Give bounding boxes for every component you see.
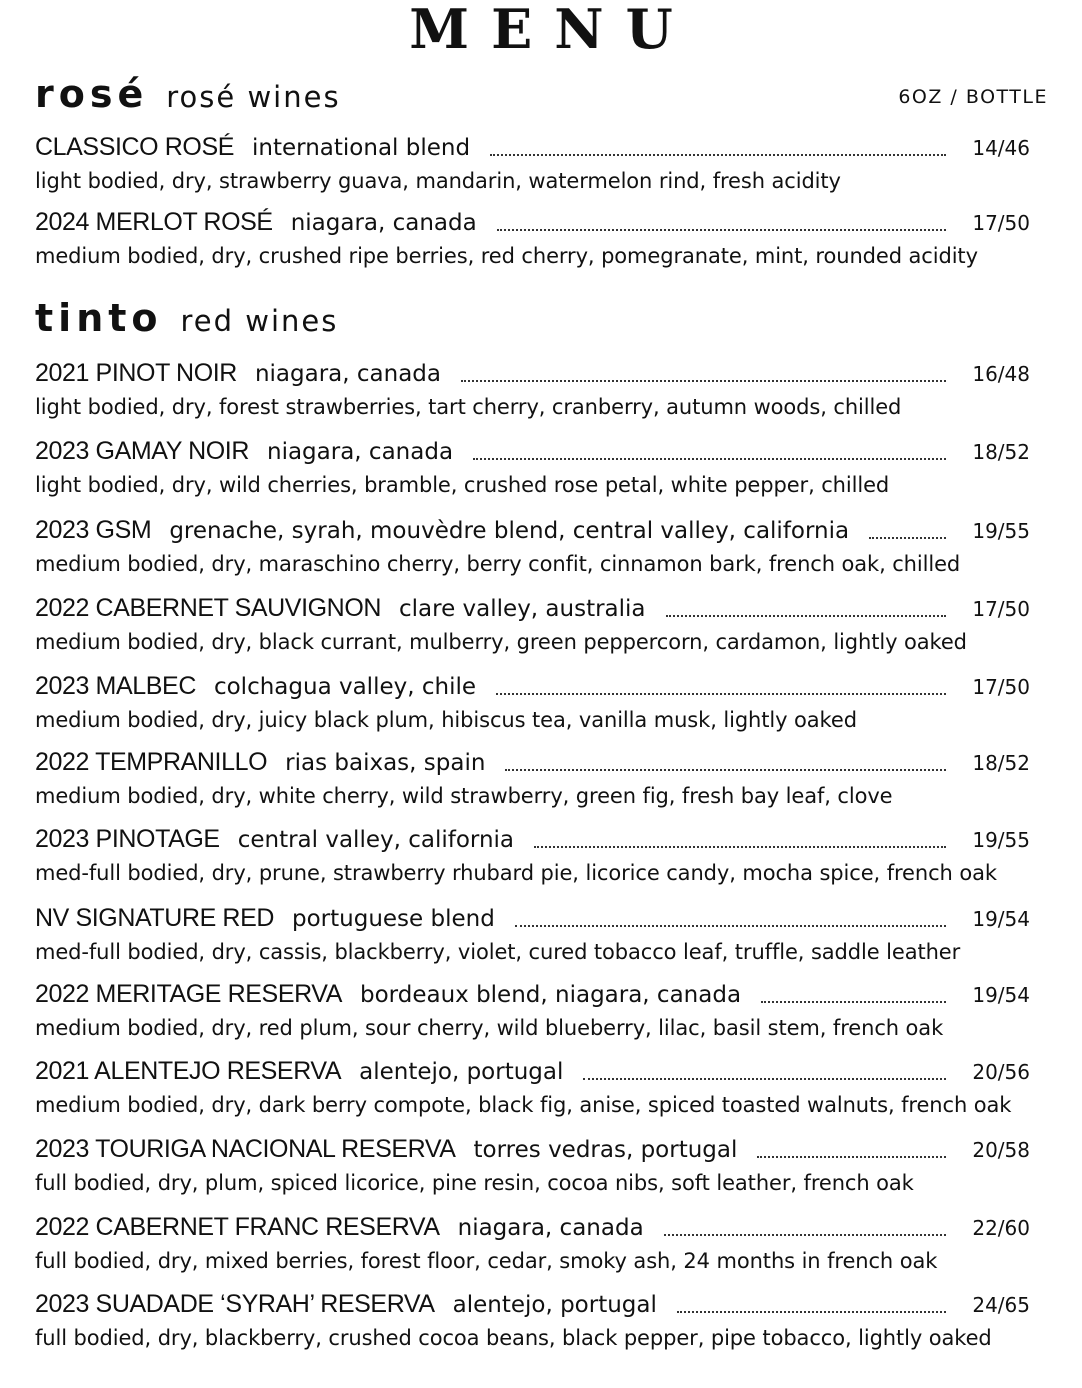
- wine-price: 19/55: [972, 519, 1030, 543]
- dotted-leader: [583, 1078, 946, 1080]
- red-section-header: [35, 296, 338, 342]
- wine-name: 2023 MALBEC: [35, 672, 196, 700]
- wine-price: 19/55: [972, 828, 1030, 852]
- wine-name: 2022 MERITAGE RESERVA: [35, 980, 342, 1008]
- wine-item: [0, 672, 1082, 742]
- wine-origin: niagara, canada: [290, 210, 477, 236]
- wine-tasting-notes: med-full bodied, dry, prune, strawberry rhubard pie, licorice candy, mocha spice, french oak: [35, 861, 997, 885]
- wine-name: 2021 ALENTEJO RESERVA: [35, 1057, 342, 1085]
- wine-name: NV SIGNATURE RED: [35, 904, 274, 932]
- dotted-leader: [505, 769, 946, 771]
- dotted-leader: [515, 925, 946, 927]
- wine-title-line: [35, 1057, 960, 1089]
- wine-name: 2023 GAMAY NOIR: [35, 437, 249, 465]
- wine-price: 20/58: [972, 1138, 1030, 1162]
- wine-tasting-notes: light bodied, dry, strawberry guava, mandarin, watermelon rind, fresh acidity: [35, 169, 841, 193]
- wine-title-line: [35, 208, 960, 240]
- dotted-leader: [757, 1156, 946, 1158]
- wine-tasting-notes: med-full bodied, dry, cassis, blackberry, violet, cured tobacco leaf, truffle, saddle leather: [35, 940, 961, 964]
- wine-name: 2022 TEMPRANILLO: [35, 748, 268, 776]
- wine-item: [0, 904, 1082, 974]
- wine-name: 2023 TOURIGA NACIONAL RESERVA: [35, 1135, 456, 1163]
- wine-origin: alentejo, portugal: [359, 1059, 564, 1085]
- wine-price: 18/52: [972, 440, 1030, 464]
- rose-section-subtitle: rosé wines: [166, 80, 341, 114]
- wine-origin: grenache, syrah, mouvèdre blend, central valley, california: [169, 518, 850, 544]
- wine-price: 17/50: [972, 675, 1030, 699]
- wine-price: 19/54: [972, 983, 1030, 1007]
- wine-item: [0, 1213, 1082, 1283]
- wine-item: [0, 1057, 1082, 1127]
- wine-title-line: [35, 672, 960, 704]
- wine-tasting-notes: light bodied, dry, wild cherries, bramble, crushed rose petal, white pepper, chilled: [35, 473, 890, 497]
- dotted-leader: [461, 380, 946, 382]
- wine-item: [0, 208, 1082, 278]
- wine-title-line: [35, 980, 960, 1012]
- dotted-leader: [490, 154, 946, 156]
- wine-origin: niagara, canada: [267, 439, 454, 465]
- red-section-subtitle: red wines: [180, 304, 339, 338]
- wine-tasting-notes: light bodied, dry, forest strawberries, tart cherry, cranberry, autumn woods, chilled: [35, 395, 902, 419]
- dotted-leader: [677, 1311, 946, 1313]
- wine-price: 17/50: [972, 597, 1030, 621]
- wine-tasting-notes: medium bodied, dry, black currant, mulberry, green peppercorn, cardamon, lightly oaked: [35, 630, 967, 654]
- rose-section-header: [35, 72, 341, 118]
- wine-tasting-notes: medium bodied, dry, dark berry compote, black fig, anise, spiced toasted walnuts, french oak: [35, 1093, 1012, 1117]
- wine-origin: alentejo, portugal: [452, 1292, 657, 1318]
- wine-price: 20/56: [972, 1060, 1030, 1084]
- wine-name: 2024 MERLOT ROSÉ: [35, 208, 273, 236]
- wine-title-line: [35, 133, 960, 165]
- wine-tasting-notes: medium bodied, dry, juicy black plum, hibiscus tea, vanilla musk, lightly oaked: [35, 708, 857, 732]
- wine-origin: torres vedras, portugal: [473, 1137, 738, 1163]
- wine-name: 2023 PINOTAGE: [35, 825, 220, 853]
- dotted-leader: [761, 1001, 946, 1003]
- dotted-leader: [473, 458, 946, 460]
- wine-name: 2021 PINOT NOIR: [35, 359, 237, 387]
- wine-tasting-notes: medium bodied, dry, maraschino cherry, berry confit, cinnamon bark, french oak, chilled: [35, 552, 961, 576]
- red-section-name: tinto: [35, 296, 163, 340]
- wine-item: [0, 980, 1082, 1050]
- wine-item: [0, 359, 1082, 429]
- wine-item: [0, 748, 1082, 818]
- wine-origin: niagara, canada: [457, 1215, 644, 1241]
- wine-tasting-notes: full bodied, dry, blackberry, crushed cocoa beans, black pepper, pipe tobacco, lightly oaked: [35, 1326, 992, 1350]
- wine-price: 14/46: [972, 136, 1030, 160]
- wine-origin: niagara, canada: [254, 361, 441, 387]
- wine-item: [0, 594, 1082, 664]
- wine-name: 2023 SUADADE ‘SYRAH’ RESERVA: [35, 1290, 435, 1318]
- wine-title-line: [35, 1135, 960, 1167]
- wine-title-line: [35, 359, 960, 391]
- wine-tasting-notes: medium bodied, dry, white cherry, wild strawberry, green fig, fresh bay leaf, clove: [35, 784, 893, 808]
- wine-title-line: [35, 437, 960, 469]
- wine-tasting-notes: full bodied, dry, plum, spiced licorice, pine resin, cocoa nibs, soft leather, french oak: [35, 1171, 914, 1195]
- dotted-leader: [534, 846, 946, 848]
- wine-title-line: [35, 904, 960, 936]
- wine-item: [0, 516, 1082, 586]
- wine-item: [0, 1290, 1082, 1360]
- wine-title-line: [35, 825, 960, 857]
- rose-section-name: rosé: [35, 72, 149, 116]
- wine-title-line: [35, 594, 960, 626]
- wine-title-line: [35, 1290, 960, 1322]
- wine-name: CLASSICO ROSÉ: [35, 133, 235, 161]
- wine-name: 2022 CABERNET SAUVIGNON: [35, 594, 382, 622]
- wine-origin: bordeaux blend, niagara, canada: [360, 982, 742, 1008]
- wine-name: 2022 CABERNET FRANC RESERVA: [35, 1213, 440, 1241]
- wine-origin: portuguese blend: [292, 906, 495, 932]
- wine-item: [0, 825, 1082, 895]
- wine-origin: central valley, california: [237, 827, 515, 853]
- wine-tasting-notes: full bodied, dry, mixed berries, forest floor, cedar, smoky ash, 24 months in french oak: [35, 1249, 938, 1273]
- wine-item: [0, 1135, 1082, 1205]
- wine-price: 24/65: [972, 1293, 1030, 1317]
- page-title: MENU: [409, 0, 695, 61]
- wine-price: 18/52: [972, 751, 1030, 775]
- wine-tasting-notes: medium bodied, dry, crushed ripe berries, red cherry, pomegranate, mint, rounded acidity: [35, 244, 978, 268]
- dotted-leader: [666, 615, 946, 617]
- wine-price: 19/54: [972, 907, 1030, 931]
- wine-title-line: [35, 516, 960, 548]
- wine-title-line: [35, 748, 960, 780]
- wine-title-line: [35, 1213, 960, 1245]
- wine-origin: rias baixas, spain: [285, 750, 486, 776]
- wine-origin: clare valley, australia: [399, 596, 646, 622]
- dotted-leader: [869, 537, 946, 539]
- wine-item: [0, 133, 1082, 203]
- wine-price: 17/50: [972, 211, 1030, 235]
- dotted-leader: [496, 693, 946, 695]
- wine-tasting-notes: medium bodied, dry, red plum, sour cherry, wild blueberry, lilac, basil stem, french oak: [35, 1016, 944, 1040]
- wine-item: [0, 437, 1082, 507]
- wine-name: 2023 GSM: [35, 516, 152, 544]
- dotted-leader: [497, 229, 946, 231]
- wine-origin: colchagua valley, chile: [213, 674, 476, 700]
- wine-origin: international blend: [252, 135, 471, 161]
- price-column-header: 6OZ / BOTTLE: [898, 86, 1048, 108]
- wine-price: 16/48: [972, 362, 1030, 386]
- dotted-leader: [664, 1234, 946, 1236]
- wine-price: 22/60: [972, 1216, 1030, 1240]
